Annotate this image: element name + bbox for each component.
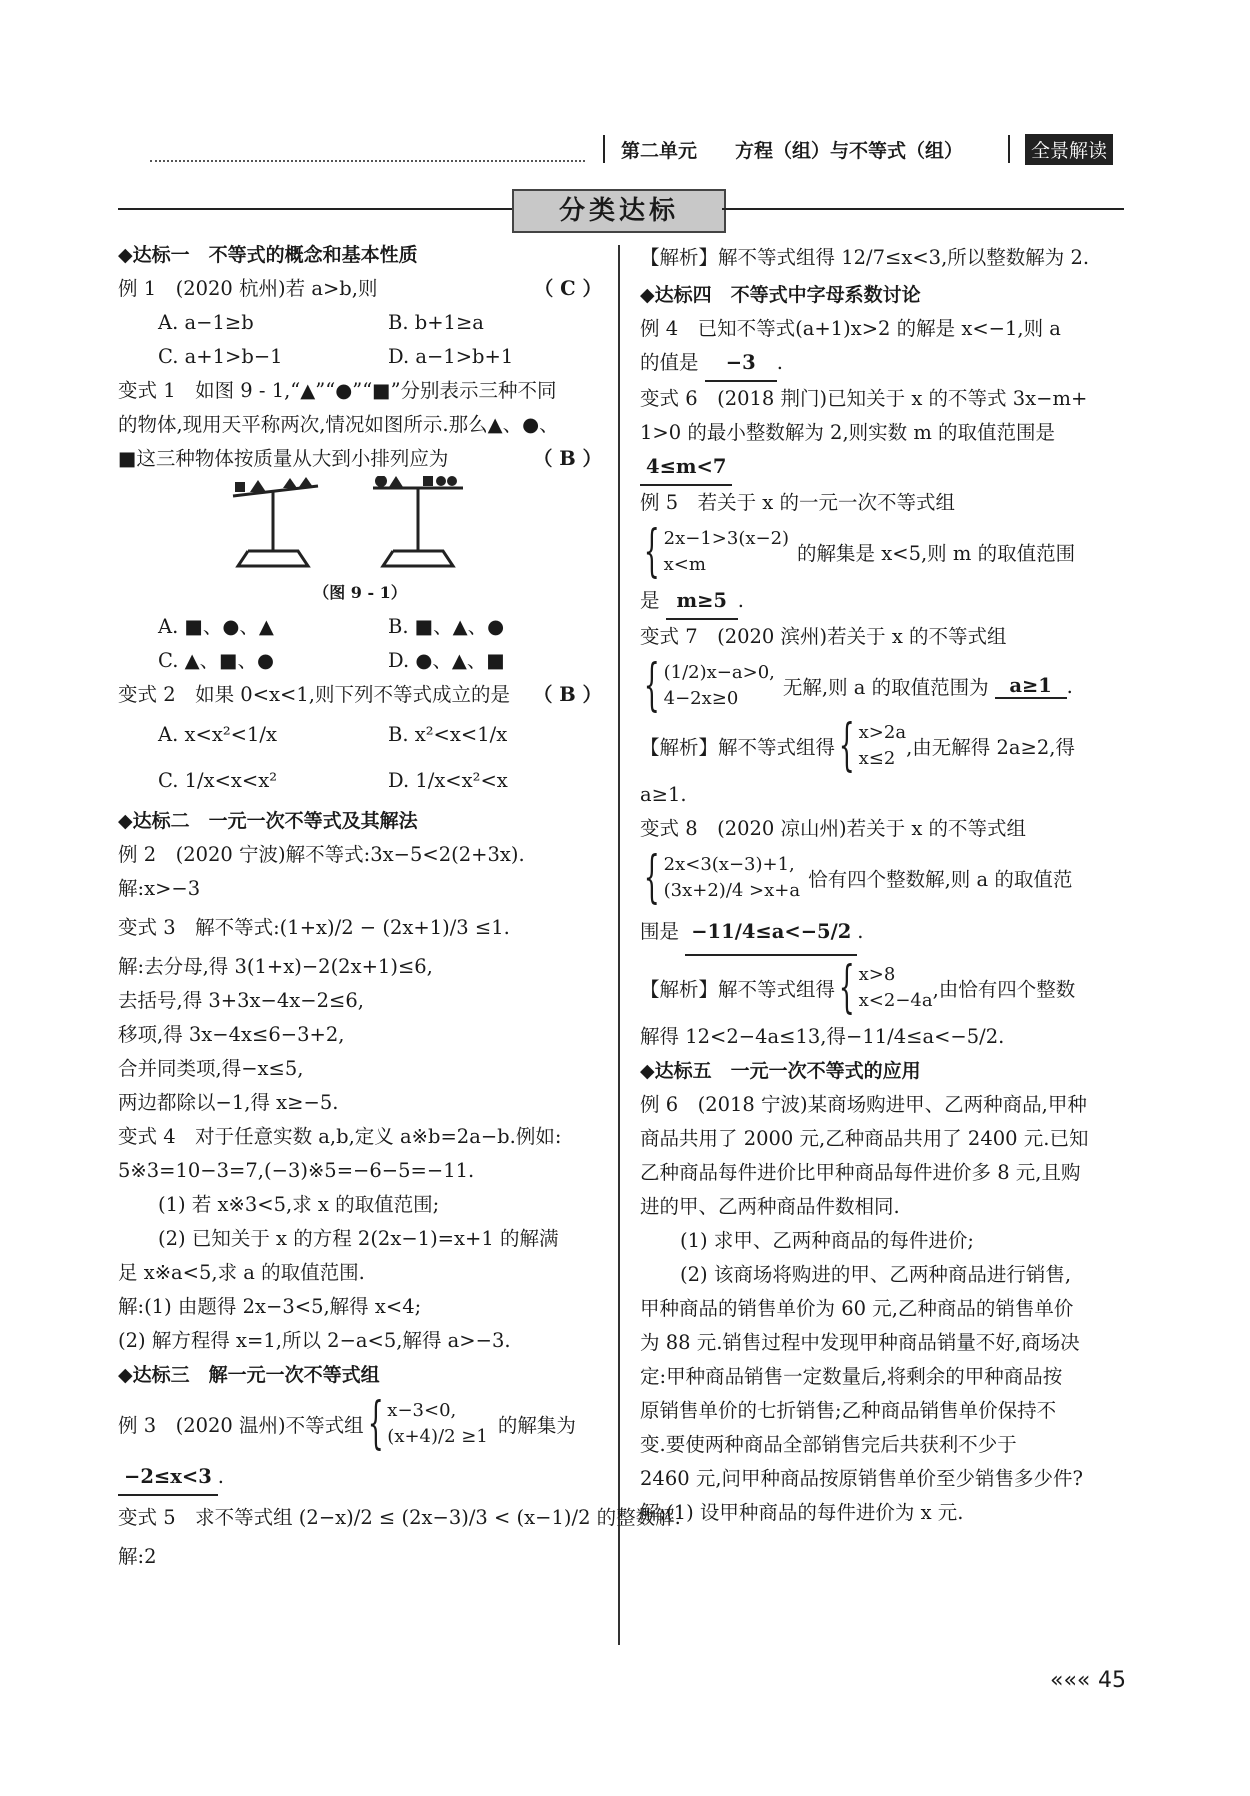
example-6: 商品共用了 2000 元,乙种商品共用了 2400 元.已知 xyxy=(640,1127,1089,1150)
analysis: 【解析】解不等式组得 { x>2a x≤2 ,由无解得 2a≥2,得 xyxy=(640,713,1075,778)
question: 变.要使两种商品全部销售完后共获利不少于 xyxy=(640,1433,1017,1456)
header-dotted-rule xyxy=(150,160,585,162)
example-6: 乙种商品每件进价比甲种商品每件进价多 8 元,且购 xyxy=(640,1161,1081,1184)
example-6: 例 6 (2018 宁波)某商场购进甲、乙两种商品,甲种 xyxy=(640,1093,1087,1116)
analysis: 【解析】解不等式组得 12/7≤x<3,所以整数解为 2. xyxy=(640,246,1090,269)
variant-1: 变式 1 如图 9 - 1,“▲”“●”“■”分别表示三种不同 xyxy=(118,379,557,402)
question: 2460 元,问甲种商品按原销售单价至少销售多少件? xyxy=(640,1467,1083,1490)
header-divider xyxy=(603,135,605,163)
analysis: a≥1. xyxy=(640,783,687,806)
variant-1: 的物体,现用天平称两次,情况如图所示.那么▲、●、 xyxy=(118,413,559,436)
answer: −11/4≤a<−5/2 xyxy=(685,910,857,956)
variant-7: 变式 7 (2020 滨州)若关于 x 的不等式组 xyxy=(640,625,1007,648)
options-row: C. ▲、■、● D. ●、▲、■ xyxy=(158,649,505,672)
page-number: 45 xyxy=(1098,1668,1126,1693)
header-title: 方程（组）与不等式（组） xyxy=(735,140,964,162)
answer: −2≤x<3 xyxy=(118,1460,218,1496)
solution: (2) 解方程得 x=1,所以 2−a<5,解得 a>−3. xyxy=(118,1329,511,1352)
variant-7: { (1/2)x−a>0, 4−2x≥0 无解,则 a 的取值范围为 a≥1 . xyxy=(643,653,1073,718)
variant-5: 变式 5 求不等式组 (2−x)/2 ≤ (2x−3)/3 < (x−1)/2 的整数解. xyxy=(118,1506,681,1529)
example-2: 例 2 (2020 宁波)解不等式:3x−5<2(2+3x). xyxy=(118,843,525,866)
question: (1) 求甲、乙两种商品的每件进价; xyxy=(680,1229,974,1252)
answer: 4≤m<7 xyxy=(640,450,732,486)
question: 为 88 元.销售过程中发现甲种商品销量不好,商场决 xyxy=(640,1331,1080,1354)
question: (2) 该商场将购进的甲、乙两种商品进行销售, xyxy=(680,1263,1072,1286)
header-badge: 全景解读 xyxy=(1025,134,1113,165)
example-6: 进的甲、乙两种商品件数相同. xyxy=(640,1195,900,1218)
variant-6: 变式 6 (2018 荆门)已知关于 x 的不等式 3x−m+ xyxy=(640,387,1088,410)
header-unit: 第二单元 xyxy=(621,140,698,162)
variant-4: 变式 4 对于任意实数 a,b,定义 a※b=2a−b.例如: xyxy=(118,1125,562,1148)
variant-8: 围是 −11/4≤a<−5/2 . xyxy=(640,910,1124,956)
answer: a≥1 xyxy=(995,674,1067,699)
example-5: 例 5 若关于 x 的一元一次不等式组 xyxy=(640,491,955,514)
solution: 解:2 xyxy=(118,1545,157,1568)
example-1: 例 1 (2020 杭州)若 a>b,则 （ C ） xyxy=(118,277,602,300)
options-row: A. a−1≥b B. b+1≥a xyxy=(158,311,484,334)
solution-line: 移项,得 3x−4x≤6−3+2, xyxy=(118,1023,345,1046)
solution: 解:x>−3 xyxy=(118,877,201,900)
solution-line: 两边都除以−1,得 x≥−5. xyxy=(118,1091,339,1114)
solution: 解:(1) 由题得 2x−3<5,解得 x<4; xyxy=(118,1295,422,1318)
answer-line: −2≤x<3 . xyxy=(118,1460,602,1496)
banner-rule-right xyxy=(722,208,1124,210)
example-5: { 2x−1>3(x−2) x<m 的解集是 x<5,则 m 的取值范围 xyxy=(643,519,1076,584)
example-4: 例 4 已知不等式(a+1)x>2 的解是 x<−1,则 a xyxy=(640,317,1061,340)
figure-caption: （图 9 - 1） xyxy=(313,583,407,602)
variant-2: 变式 2 如果 0<x<1,则下列不等式成立的是 （ B ） xyxy=(118,683,602,706)
options-row: A. ■、●、▲ B. ■、▲、● xyxy=(158,615,505,638)
solution-line: 去括号,得 3+3x−4x−2≤6, xyxy=(118,989,364,1012)
balance-scale-icon xyxy=(118,476,598,576)
section-heading: ◆达标四 不等式中字母系数讨论 xyxy=(640,284,921,306)
analysis: 解得 12<2−4a≤13,得−11/4≤a<−5/2. xyxy=(640,1025,1005,1048)
section-heading: ◆达标二 一元一次不等式及其解法 xyxy=(118,810,418,832)
example-4: 的值是 −3 . xyxy=(640,346,1124,382)
answer: m≥5 xyxy=(666,584,738,620)
right-column xyxy=(640,238,1124,1530)
section-heading: ◆达标五 一元一次不等式的应用 xyxy=(640,1060,921,1082)
variant-3: 变式 3 解不等式:(1+x)/2 − (2x+1)/3 ≤1. xyxy=(118,916,510,939)
example-3: 例 3 (2020 温州)不等式组 { x−3<0, (x+4)/2 ≥1 的解集为 xyxy=(118,1391,576,1456)
question: 定:甲种商品销售一定数量后,将剩余的甲种商品按 xyxy=(640,1365,1063,1388)
answer: −3 xyxy=(705,346,777,382)
example-5: 是 m≥5 . xyxy=(640,584,1124,620)
variant-6: 1>0 的最小整数解为 2,则实数 m 的取值范围是 xyxy=(640,421,1056,444)
options-row: C. a+1>b−1 D. a−1>b+1 xyxy=(158,345,514,368)
question: (2) 已知关于 x 的方程 2(2x−1)=x+1 的解满 xyxy=(158,1227,559,1250)
variant-4: 5※3=10−3=7,(−3)※5=−6−5=−11. xyxy=(118,1159,475,1182)
column-divider xyxy=(618,245,620,1645)
question: 足 x※a<5,求 a 的取值范围. xyxy=(118,1261,365,1284)
variant-8: 变式 8 (2020 凉山州)若关于 x 的不等式组 xyxy=(640,817,1027,840)
left-column xyxy=(118,238,681,1574)
options-row: A. x<x²<1/x B. x²<x<1/x xyxy=(158,723,508,746)
header-divider xyxy=(1008,135,1010,163)
banner-rule-left xyxy=(118,208,513,210)
question: (1) 若 x※3<5,求 x 的取值范围; xyxy=(158,1193,440,1216)
section-heading: ◆达标三 解一元一次不等式组 xyxy=(118,1364,380,1386)
balance-figure xyxy=(118,476,602,576)
question: 原销售单价的七折销售;乙种商品销售单价保持不 xyxy=(640,1399,1057,1422)
options-row: C. 1/x<x<x² D. 1/x<x²<x xyxy=(158,769,508,792)
solution-line: 合并同类项,得−x≤5, xyxy=(118,1057,304,1080)
analysis: 【解析】解不等式组得 { x>8 x<2−4a ,由恰有四个整数 xyxy=(640,955,1076,1020)
question: 甲种商品的销售单价为 60 元,乙种商品的销售单价 xyxy=(640,1297,1074,1320)
answer-line xyxy=(640,450,1124,486)
section-banner: 分类达标 xyxy=(512,189,726,233)
variant-1: ■这三种物体按质量从大到小排列应为 （ B ） xyxy=(118,447,602,470)
page-arrows-icon: ««« xyxy=(1050,1668,1091,1693)
solution-line: 解:去分母,得 3(1+x)−2(2x+1)≤6, xyxy=(118,955,433,978)
section-heading: ◆达标一 不等式的概念和基本性质 xyxy=(118,244,418,266)
variant-8: { 2x<3(x−3)+1, (3x+2)/4 >x+a 恰有四个整数解,则 a 的取值范 xyxy=(643,845,1073,910)
solution: 解:(1) 设甲种商品的每件进价为 x 元. xyxy=(640,1501,964,1524)
